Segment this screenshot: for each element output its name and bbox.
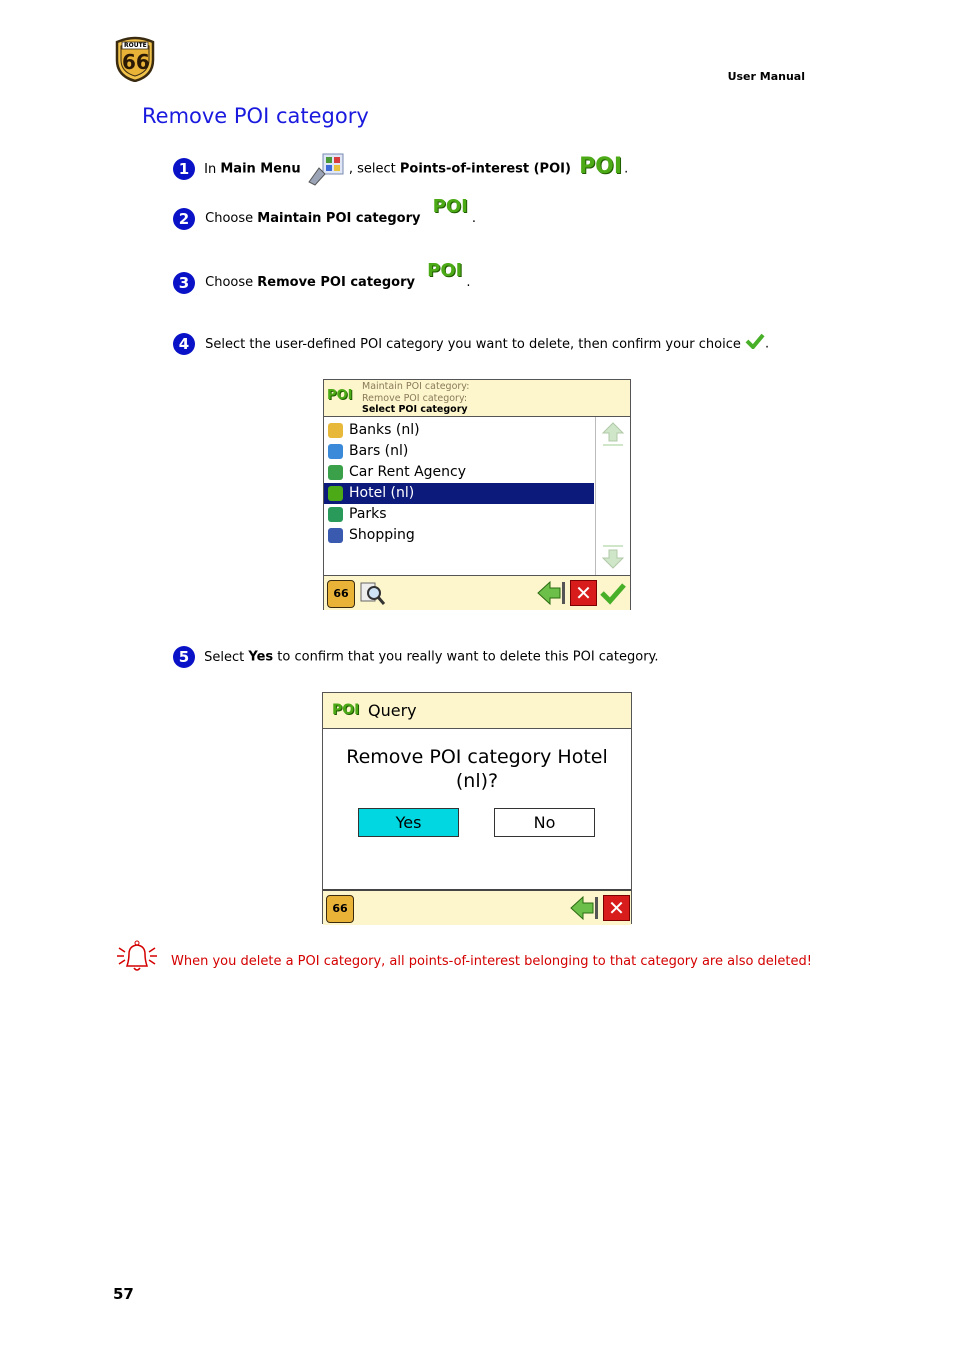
dialog-title: Query <box>368 701 417 720</box>
step-5: 5 Select Yes to confirm that you really want to delete this POI category. <box>173 646 659 668</box>
select-category-screen <box>323 379 631 610</box>
logo-text: ROUTE <box>124 42 147 49</box>
poi-icon: POI <box>327 388 353 403</box>
query-dialog <box>322 692 632 924</box>
step-number: 1 <box>173 158 195 180</box>
car-icon <box>328 465 343 480</box>
scroll-down-icon[interactable] <box>601 544 625 570</box>
list-item-selected[interactable]: Hotel (nl) <box>324 483 594 504</box>
breadcrumb-remove: Remove POI category: <box>362 393 468 404</box>
step-2: 2 Choose Maintain POI category POI. <box>173 206 476 230</box>
category-list <box>324 417 594 575</box>
confirm-icon[interactable] <box>599 581 627 605</box>
section-title: Remove POI category <box>142 104 369 128</box>
list-item[interactable]: Banks (nl) <box>324 420 594 441</box>
list-item[interactable]: Car Rent Agency <box>324 462 594 483</box>
step-number: 3 <box>173 272 195 294</box>
hotel-icon <box>328 486 343 501</box>
breadcrumb-select: Select POI category <box>362 404 468 415</box>
warning-bell-icon <box>113 938 161 974</box>
list-item[interactable]: Bars (nl) <box>324 441 594 462</box>
dialog-question: Remove POI category Hotel (nl)? <box>346 746 608 792</box>
scroll-up-icon[interactable] <box>601 421 625 447</box>
scrollbar[interactable] <box>595 417 630 575</box>
bar-icon <box>328 444 343 459</box>
screen-toolbar <box>324 575 630 610</box>
list-item[interactable]: Parks <box>324 504 594 525</box>
search-icon[interactable] <box>358 580 386 606</box>
warning-text: When you delete a POI category, all points-of-interest belonging to that category are also deleted! <box>171 954 812 969</box>
maintain-poi-icon: POI <box>432 196 468 217</box>
doc-label: User Manual <box>727 70 805 83</box>
back-icon[interactable] <box>569 895 599 921</box>
back-icon[interactable] <box>536 580 566 606</box>
step-1: 1 In Main Menu , select Points-of-interest (POI) POI . <box>173 152 628 186</box>
park-icon <box>328 507 343 522</box>
step-4: 4 Select the user-defined POI category you want to delete, then confirm your choice . <box>173 333 769 355</box>
breadcrumb-maintain: Maintain POI category: <box>362 381 470 392</box>
remove-poi-icon: POI <box>427 260 463 281</box>
poi-icon: POI <box>332 702 360 718</box>
logo-number: 66 <box>122 50 150 74</box>
step-number: 4 <box>173 333 195 355</box>
cancel-button[interactable]: ✕ <box>570 580 597 606</box>
route66-logo <box>113 36 157 82</box>
bank-icon <box>328 423 343 438</box>
route66-button[interactable]: 66 <box>327 580 355 608</box>
shopping-icon <box>328 528 343 543</box>
page-number: 57 <box>113 1285 134 1303</box>
dialog-toolbar <box>323 889 631 925</box>
cancel-button[interactable]: ✕ <box>603 895 630 921</box>
yes-button[interactable]: Yes <box>358 808 459 837</box>
main-menu-icon <box>305 152 345 186</box>
list-item[interactable]: Shopping <box>324 525 594 546</box>
step-number: 2 <box>173 208 195 230</box>
step-3: 3 Choose Remove POI category POI. <box>173 270 470 294</box>
check-icon <box>745 333 765 349</box>
screen-header <box>324 380 630 417</box>
no-button[interactable]: No <box>494 808 595 837</box>
poi-icon: POI <box>579 153 623 179</box>
route66-button[interactable]: 66 <box>326 895 354 923</box>
step-number: 5 <box>173 646 195 668</box>
dialog-header <box>323 693 631 729</box>
